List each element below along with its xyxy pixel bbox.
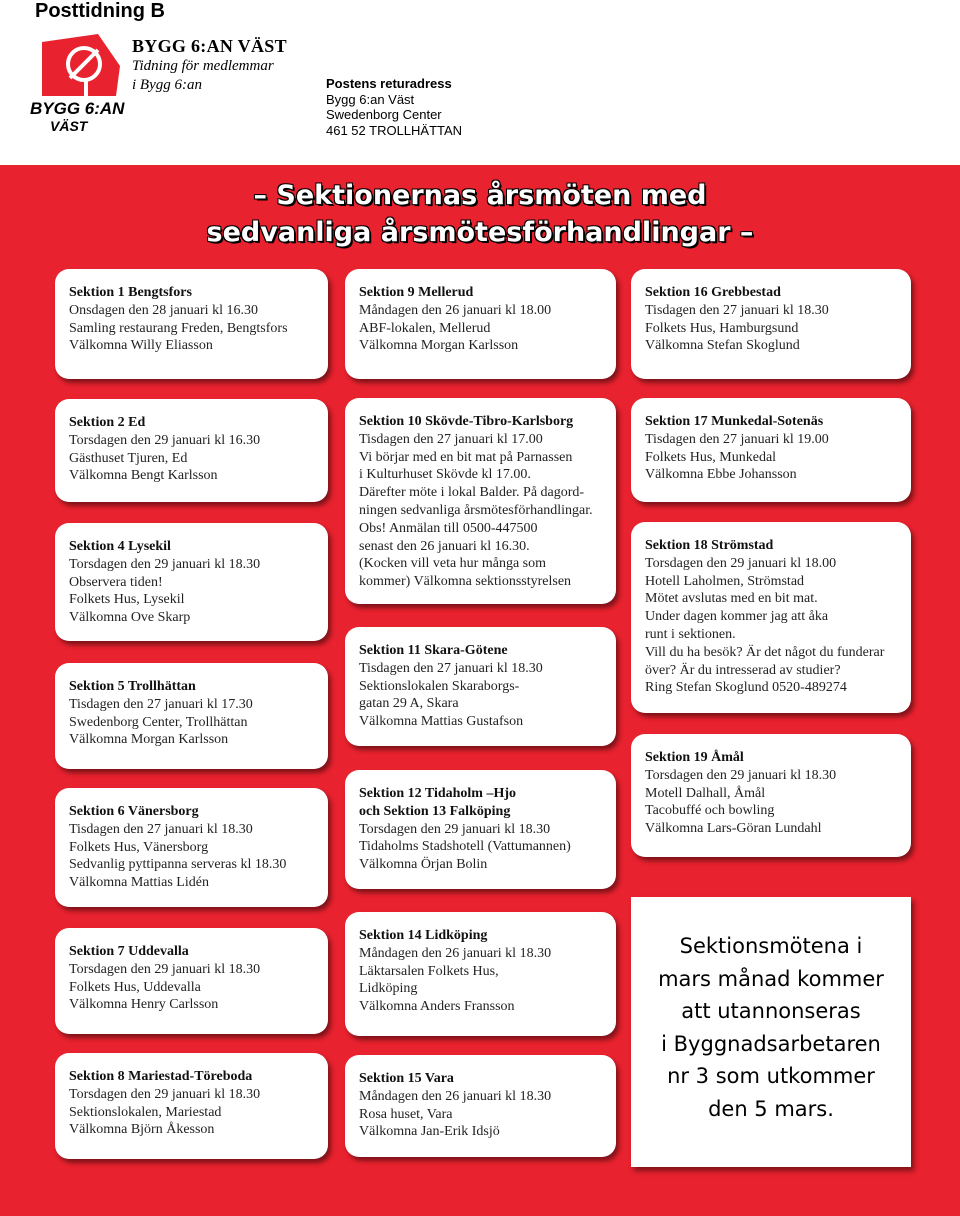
section-title: Sektion 2 Ed: [69, 415, 146, 430]
section-line: Välkomna Ove Skarp: [69, 610, 191, 626]
logo-text-bottom: VÄST: [50, 118, 88, 134]
section-line: Torsdagen den 29 januari kl 18.30: [69, 961, 261, 977]
section-line: Folkets Hus, Hamburgsund: [645, 320, 799, 336]
section-line: Sektionslokalen Skaraborgs-: [359, 678, 520, 694]
section-title: Sektion 14 Lidköping: [359, 928, 488, 943]
march-meetings-notice: [631, 897, 911, 1167]
section-line: Motell Dalhall, Åmål: [645, 785, 766, 801]
magazine-subtitle-line: Tidning för medlemmar: [132, 58, 274, 74]
return-address-line: 461 52 TROLLHÄTTAN: [326, 122, 463, 138]
section-box-11: [345, 627, 616, 746]
section-line: Välkomna Jan-Erik Idsjö: [359, 1124, 500, 1140]
section-box-1: [55, 269, 328, 379]
section-line: i Kulturhuset Skövde kl 17.00.: [359, 467, 531, 483]
section-line: Obs! Anmälan till 0500-447500: [359, 520, 538, 536]
section-title: Sektion 1 Bengtsfors: [69, 285, 192, 300]
section-line: Måndagen den 26 januari kl 18.30: [359, 945, 552, 961]
section-line: Rosa huset, Vara: [359, 1106, 453, 1122]
section-line: Samling restaurang Freden, Bengtsfors: [69, 320, 288, 336]
section-box-7: [55, 928, 328, 1034]
section-line: Folkets Hus, Munkedal: [645, 449, 777, 465]
section-line: Välkomna Henry Carlsson: [69, 997, 219, 1013]
section-box-16: [631, 269, 911, 379]
section-title: Sektion 9 Mellerud: [359, 285, 474, 300]
section-box-9: [345, 269, 616, 379]
headline-line: – Sektionernas årsmöten med: [253, 180, 707, 211]
section-line: Måndagen den 26 januari kl 18.30: [359, 1088, 552, 1104]
section-title: Sektion 7 Uddevalla: [69, 944, 189, 959]
section-line: Välkomna Morgan Karlsson: [69, 732, 229, 748]
section-title: Sektion 15 Vara: [359, 1071, 454, 1086]
section-line: Sektionslokalen, Mariestad: [69, 1104, 222, 1120]
section-line: Tisdagen den 27 januari kl 18.30: [359, 660, 543, 676]
section-line: Gästhuset Tjuren, Ed: [69, 450, 188, 466]
section-line: Tisdagen den 27 januari kl 19.00: [645, 431, 829, 447]
section-line: gatan 29 A, Skara: [359, 696, 459, 712]
section-line: Välkomna Anders Fransson: [359, 999, 515, 1015]
section-title: Sektion 16 Grebbestad: [645, 285, 781, 300]
section-line: Under dagen kommer jag att åka: [645, 609, 829, 625]
section-box-4: [55, 523, 328, 641]
section-line: Torsdagen den 29 januari kl 18.30: [69, 556, 261, 572]
section-title: Sektion 12 Tidaholm –Hjo: [359, 786, 517, 801]
section-line: senast den 26 januari kl 16.30.: [359, 538, 530, 554]
section-line: Vill du ha besök? Är det något du funderar: [645, 644, 885, 660]
notice-line: nr 3 som utkommer: [667, 1064, 875, 1088]
section-title: och Sektion 13 Falköping: [359, 803, 511, 819]
section-line: Vi börjar med en bit mat på Parnassen: [359, 449, 573, 465]
section-line: Torsdagen den 29 januari kl 16.30: [69, 432, 261, 448]
bygg6an-logo: [28, 34, 126, 134]
page-header: [0, 0, 960, 165]
section-box-17: [631, 398, 911, 502]
section-line: kommer) Välkomna sektionsstyrelsen: [359, 574, 572, 590]
section-line: runt i sektionen.: [645, 626, 736, 642]
return-address: [326, 76, 462, 138]
section-line: Läktarsalen Folkets Hus,: [359, 963, 499, 979]
section-box-6: [55, 788, 328, 907]
section-line: Tisdagen den 27 januari kl 17.00: [359, 431, 543, 447]
magazine-subtitle-line: i Bygg 6:an: [132, 77, 202, 93]
magazine-subtitle: [132, 57, 274, 95]
section-box-15: [345, 1055, 616, 1157]
section-box-14: [345, 912, 616, 1036]
section-line: Folkets Hus, Lysekil: [69, 592, 185, 608]
section-line: Observera tiden!: [69, 574, 163, 590]
section-line: Sedvanlig pyttipanna serveras kl 18.30: [69, 857, 287, 873]
return-address-line: Swedenborg Center: [326, 107, 442, 122]
section-line: över? Är du intresserad av studier?: [645, 662, 841, 678]
section-line: Onsdagen den 28 januari kl 16.30: [69, 302, 258, 318]
section-box-18: [631, 522, 911, 713]
section-line: Torsdagen den 29 januari kl 18.00: [645, 555, 837, 571]
section-line: Välkomna Willy Eliasson: [69, 338, 213, 354]
section-line: Välkomna Mattias Gustafson: [359, 714, 524, 730]
section-line: Välkomna Mattias Lidén: [69, 875, 209, 891]
section-line: Tidaholms Stadshotell (Vattumannen): [359, 839, 571, 855]
section-title: Sektion 4 Lysekil: [69, 539, 171, 554]
return-address-heading: Postens returadress: [326, 76, 452, 91]
section-line: Tacobuffé och bowling: [645, 803, 775, 819]
section-line: Torsdagen den 29 januari kl 18.30: [69, 1086, 261, 1102]
section-line: ningen sedvanliga årsmötesförhandlingar.: [359, 502, 593, 518]
section-line: Folkets Hus, Vänersborg: [69, 839, 209, 855]
section-line: Tisdagen den 27 januari kl 18.30: [69, 821, 253, 837]
section-line: Tisdagen den 27 januari kl 17.30: [69, 696, 253, 712]
section-title: Sektion 6 Vänersborg: [69, 804, 199, 819]
notice-line: Sektionsmötena i: [679, 934, 863, 958]
section-box-8: [55, 1053, 328, 1159]
page-headline: [0, 177, 960, 251]
section-line: Välkomna Stefan Skoglund: [645, 338, 800, 354]
section-line: Välkomna Bengt Karlsson: [69, 468, 218, 484]
section-box-12-13: [345, 770, 616, 889]
posttidning-label: Posttidning B: [35, 0, 165, 22]
section-line: Välkomna Morgan Karlsson: [359, 338, 519, 354]
section-line: Välkomna Ebbe Johansson: [645, 467, 797, 483]
magazine-title: BYGG 6:AN VÄST: [132, 36, 287, 56]
section-line: Ring Stefan Skoglund 0520-489274: [645, 680, 847, 696]
section-title: Sektion 11 Skara-Götene: [359, 643, 508, 658]
section-line: Torsdagen den 29 januari kl 18.30: [645, 767, 837, 783]
notice-line: i Byggnadsarbetaren: [661, 1031, 881, 1056]
notice-line: den 5 mars.: [708, 1096, 834, 1121]
section-line: Välkomna Lars-Göran Lundahl: [645, 821, 822, 837]
section-title: Sektion 10 Skövde-Tibro-Karlsborg: [359, 414, 574, 429]
section-line: (Kocken vill veta hur många som: [359, 556, 547, 572]
notice-line: att utannonseras: [681, 999, 861, 1023]
section-line: ABF-lokalen, Mellerud: [359, 320, 491, 336]
section-title: Sektion 18 Strömstad: [645, 538, 774, 553]
section-title: Sektion 5 Trollhättan: [69, 679, 196, 694]
section-box-10: [345, 398, 616, 604]
section-line: Hotell Laholmen, Strömstad: [645, 573, 805, 589]
section-line: Lidköping: [359, 981, 418, 997]
section-title: Sektion 8 Mariestad-Töreboda: [69, 1069, 253, 1084]
section-box-5: [55, 663, 328, 769]
section-title: Sektion 19 Åmål: [645, 750, 744, 765]
section-line: Välkomna Björn Åkesson: [69, 1122, 215, 1138]
section-line: Måndagen den 26 januari kl 18.00: [359, 302, 552, 318]
section-line: Swedenborg Center, Trollhättan: [69, 714, 248, 730]
section-title: Sektion 17 Munkedal-Sotenäs: [645, 414, 824, 429]
return-address-line: Bygg 6:an Väst: [326, 91, 415, 107]
notice-line: mars månad kommer: [658, 966, 884, 991]
section-box-2: [55, 399, 328, 502]
section-line: Tisdagen den 27 januari kl 18.30: [645, 302, 829, 318]
section-line: Torsdagen den 29 januari kl 18.30: [359, 821, 551, 837]
section-line: Därefter möte i lokal Balder. På dagord-: [359, 485, 585, 501]
section-box-19: [631, 734, 911, 857]
section-line: Folkets Hus, Uddevalla: [69, 979, 201, 995]
headline-line: sedvanliga årsmötesförhandlingar –: [206, 217, 754, 248]
section-line: Mötet avslutas med en bit mat.: [645, 591, 818, 607]
section-line: Välkomna Örjan Bolin: [359, 857, 488, 873]
logo-text-top: BYGG 6:AN: [30, 99, 125, 118]
